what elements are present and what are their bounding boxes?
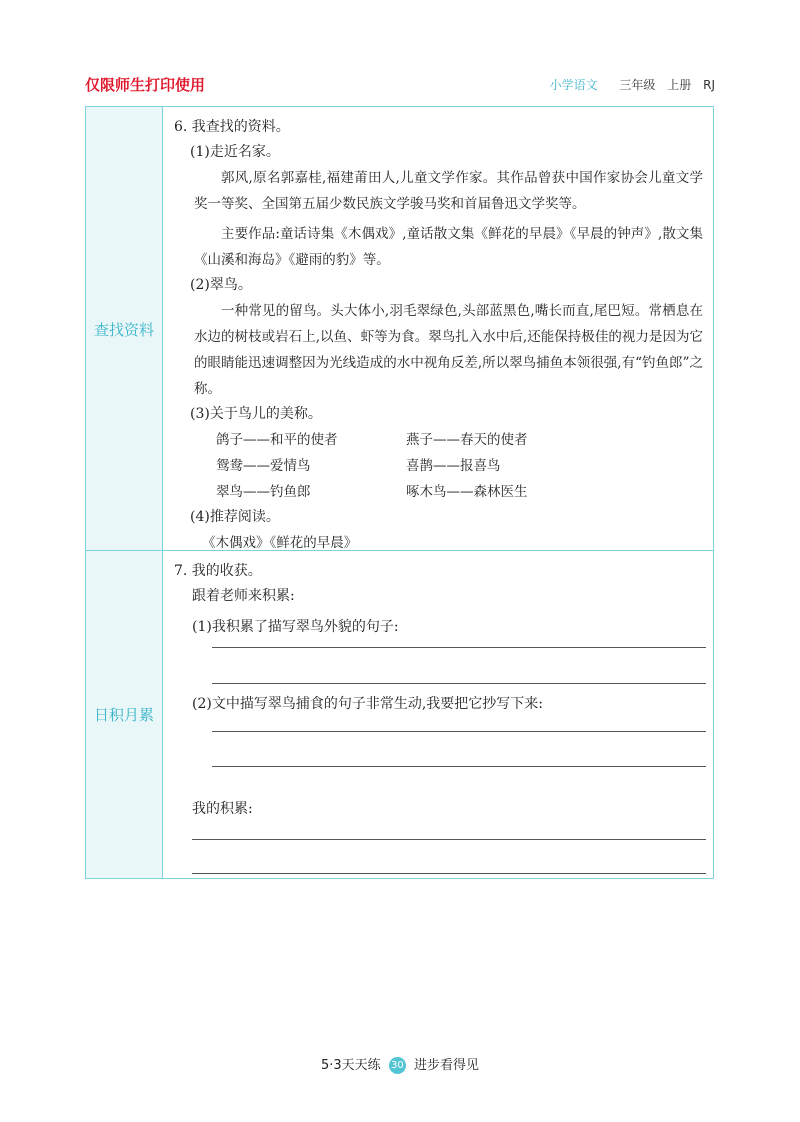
nickname: 鸳鸯——爱情鸟 [216,458,311,474]
question-6-title: 6. 我查找的资料。 [174,119,290,135]
answer-line[interactable] [212,683,706,684]
kingfisher-description: 一种常见的留鸟。头大体小,羽毛翠绿色,头部蓝黑色,嘴长而直,尾巴短。常栖息在水边的树枝或岩石上,以鱼、虾等为食。翠鸟扎入水中后,还能保持极佳的视力是因为它的眼睛能迅速调整因为光线造成的水中视角反差,所以翠鸟捕鱼本领很强,有“钓鱼郎”之称。 [194,303,703,397]
nickname-row [216,453,703,479]
edition-label: RJ [703,78,715,92]
nickname-row [216,427,703,453]
find-info-content [174,115,703,556]
accumulate-content [174,559,703,640]
my-accumulation-label: 我的积累: [192,801,253,817]
item-4-title: (4)推荐阅读。 [190,509,280,525]
side-label-accumulate [86,551,163,878]
nickname: 翠鸟——钓鱼郎 [216,484,311,500]
worksheet-table [85,106,714,879]
item-1-title: (1)走近名家。 [190,144,280,160]
nickname: 喜鹊——报喜鸟 [406,458,501,474]
answer-line[interactable] [192,839,706,840]
grade-label: 三年级 [619,78,656,92]
brand-label: 5·3天天练 [321,1058,381,1073]
nickname: 啄木鸟——森林医生 [406,484,528,500]
answer-line[interactable] [212,731,706,732]
header-bar [85,74,715,96]
author-bio: 郭风,原名郭嘉桂,福建莆田人,儿童文学作家。其作品曾获中国作家协会儿童文学奖一等奖、全国第五届少数民族文学骏马奖和首届鲁迅文学奖等。 [194,170,703,212]
restriction-notice: 仅限师生打印使用 [85,76,206,94]
slogan-label: 进步看得见 [413,1058,479,1073]
item-3-title: (3)关于鸟儿的美称。 [190,406,322,422]
subject-label: 小学语文 [549,78,598,92]
author-works: 主要作品:童话诗集《木偶戏》,童话散文集《鲜花的早晨》《早晨的钟声》,散文集《山溪和海岛》《避雨的豹》等。 [194,226,703,268]
term-label: 上册 [667,78,692,92]
page-number-badge: 30 [389,1057,406,1074]
nickname-row [216,479,703,505]
answer-line[interactable] [212,647,706,648]
nickname: 燕子——春天的使者 [406,432,528,448]
side-label-find-info-text: 查找资料 [93,320,154,339]
question-7-1: (1)我积累了描写翠鸟外貌的句子: [192,619,399,635]
side-label-find-info [86,107,163,551]
answer-line[interactable] [192,873,706,874]
course-meta [542,76,715,93]
side-label-accumulate-text: 日积月累 [93,706,154,724]
question-7-title: 7. 我的收获。 [174,563,262,579]
recommended-books: 《木偶戏》《鲜花的早晨》 [202,535,358,551]
accumulate-intro: 跟着老师来积累: [192,588,295,604]
question-7-2: (2)文中描写翠鸟捕食的句子非常生动,我要把它抄写下来: [192,696,543,712]
nickname: 鸽子——和平的使者 [216,432,338,448]
answer-line[interactable] [212,766,706,767]
bird-nicknames [174,427,703,505]
page-footer [0,1054,800,1074]
item-2-title: (2)翠鸟。 [190,277,252,293]
